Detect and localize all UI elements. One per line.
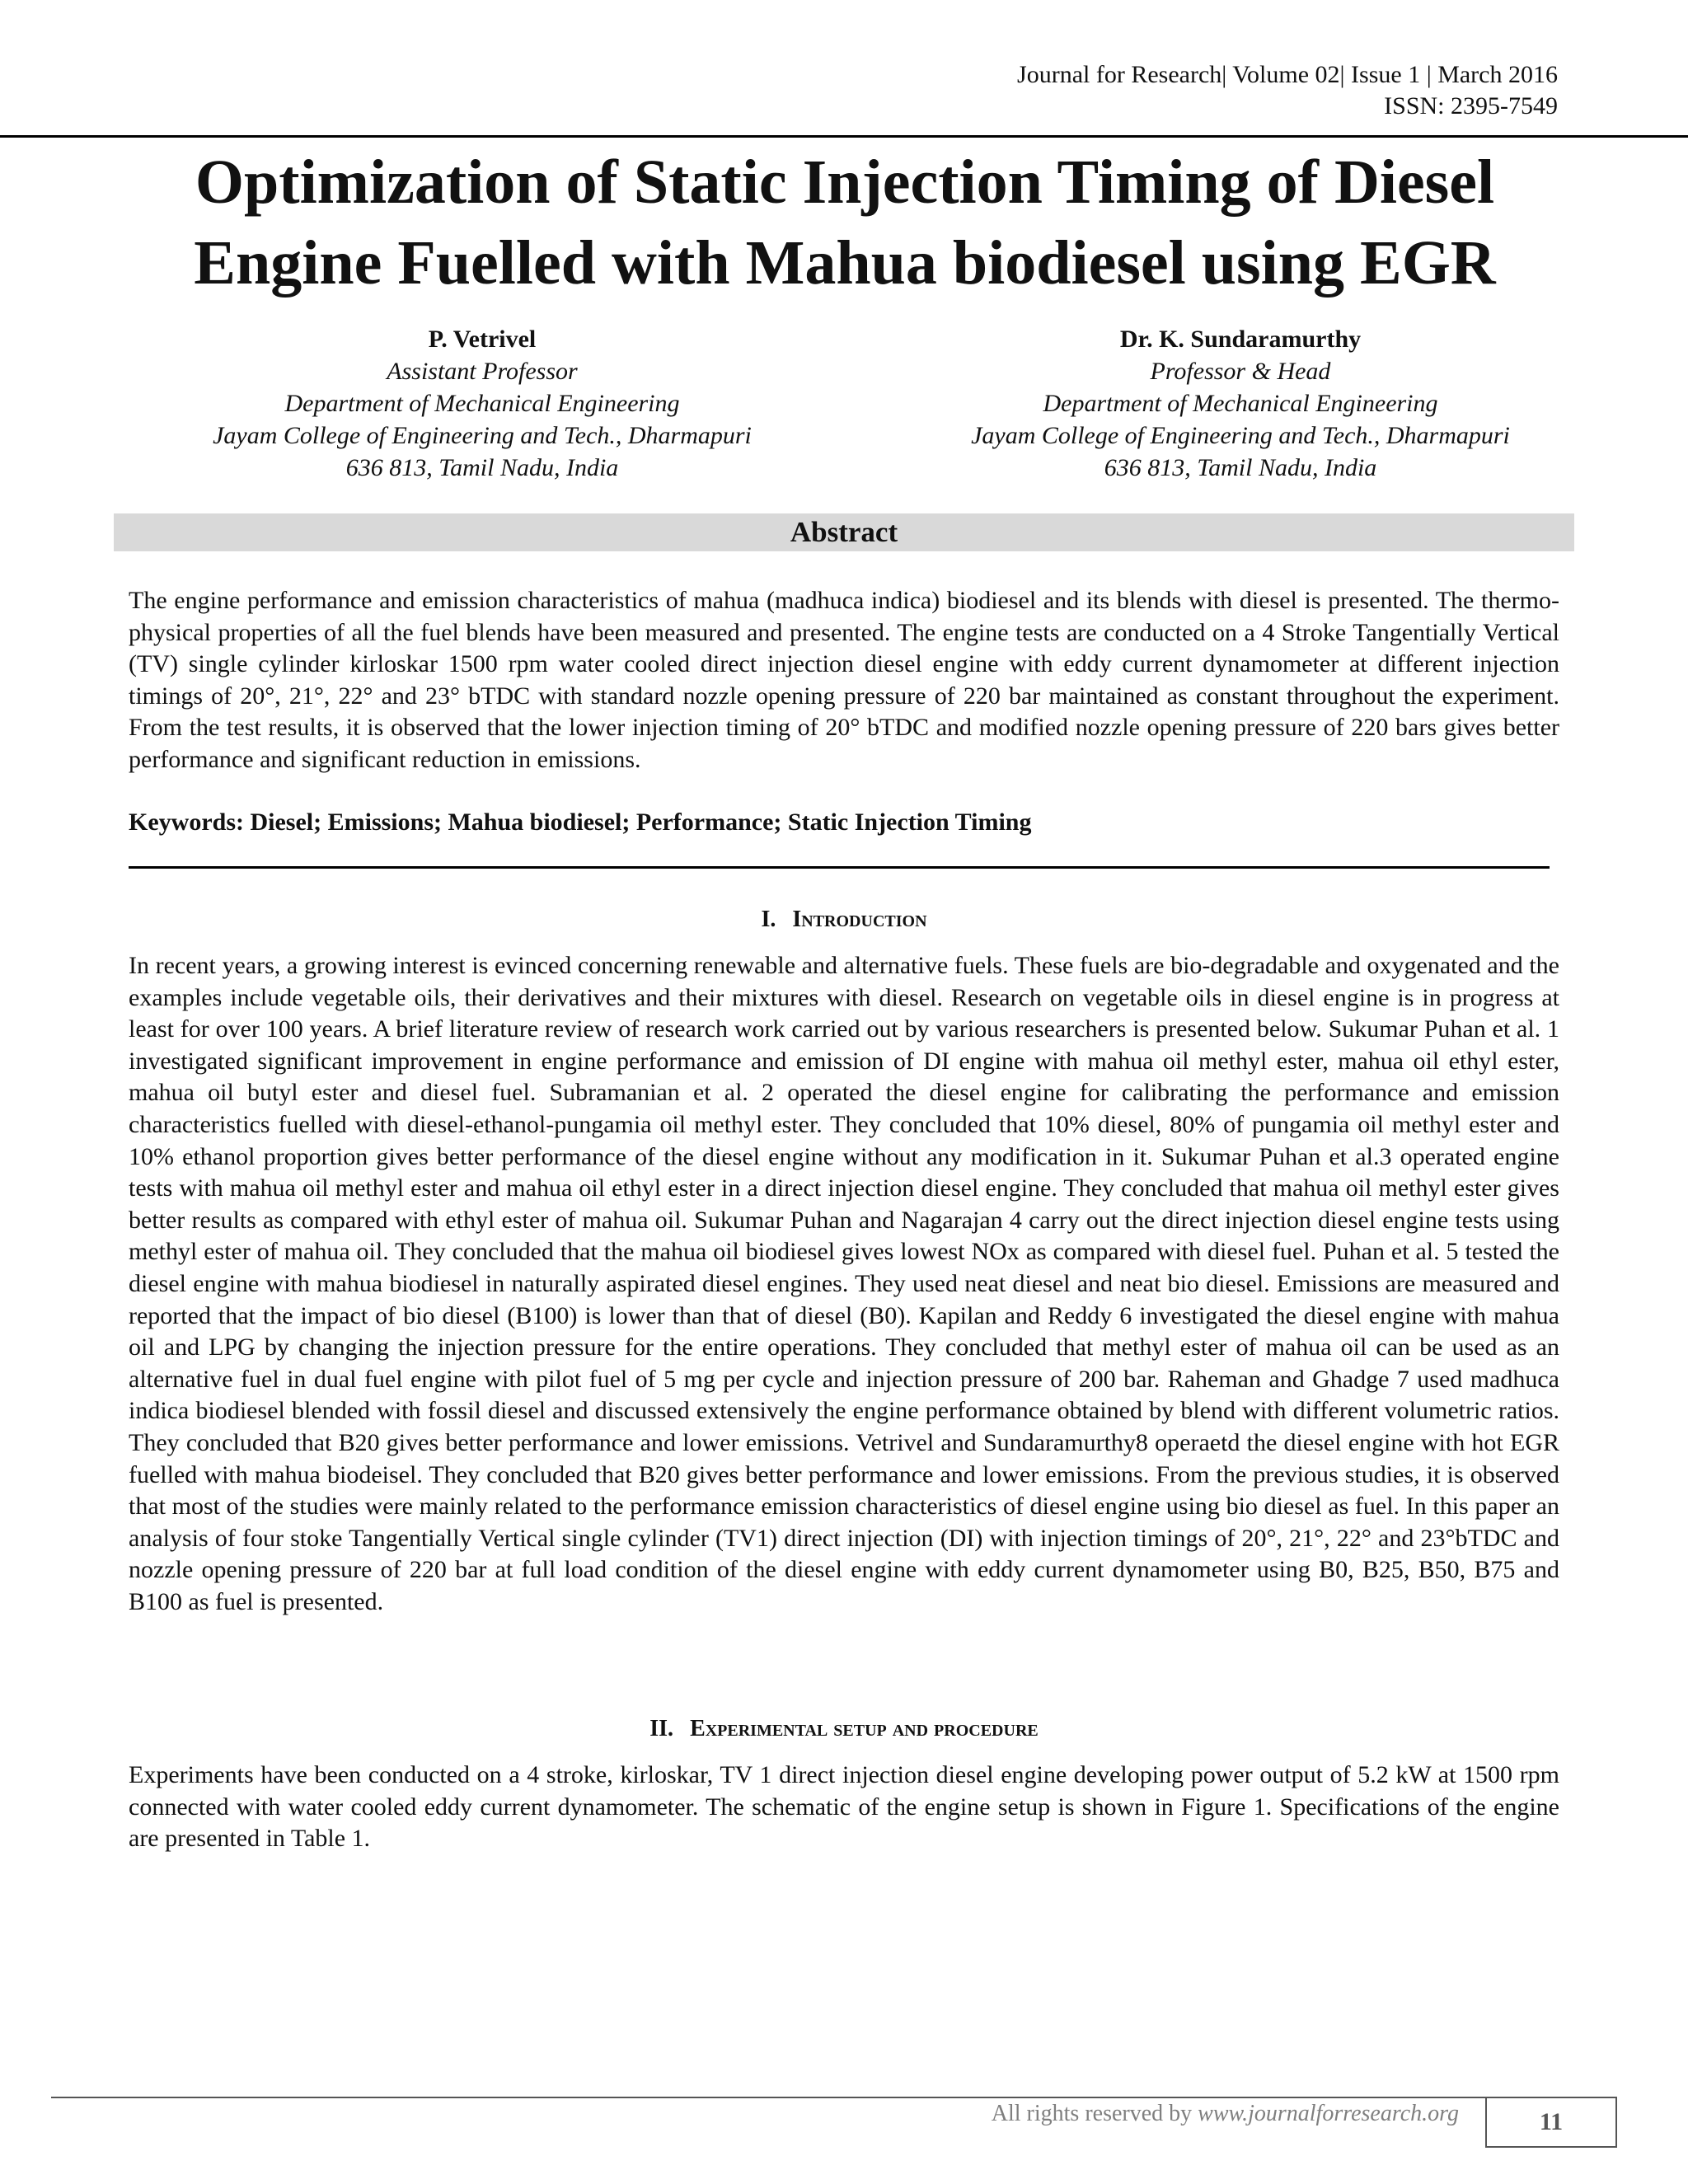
abstract-rule <box>129 866 1550 869</box>
keywords: Keywords: Diesel; Emissions; Mahua biodiesel; Performance; Static Injection Timing <box>129 808 1032 836</box>
section-number: I. <box>761 907 776 932</box>
section-heading-experimental-setup <box>129 1714 1559 1744</box>
author-block <box>128 323 1595 484</box>
abstract-heading: Abstract <box>114 513 1574 551</box>
author-position: Assistant Professor <box>387 358 578 385</box>
author-department: Department of Mechanical Engineering <box>284 390 680 417</box>
author-institution: Jayam College of Engineering and Tech., Dharmapuri <box>971 422 1510 449</box>
abstract-text: The engine performance and emission characteristics of mahua (madhuca indica) biodiesel and its blends with diesel is presented. The thermo-physical properties of all the fuel blends have been measured and presented. The engine tests are conducted on a 4 Stroke Tangentially Vertical (TV) single cylinder kirloskar 1500 rpm water cooled direct injection diesel engine with eddy current dynamometer at different injection timings of 20°, 21°, 22° and 23° bTDC with standard nozzle opening pressure of 220 bar maintained as constant throughout the experiment. From the test results, it is observed that the lower injection timing of 20° bTDC and modified nozzle opening pressure of 220 bars gives better performance and significant reduction in emissions. <box>129 587 1559 773</box>
header-rule <box>0 135 1688 138</box>
section-heading-introduction <box>129 905 1559 935</box>
title-line-2: Engine Fuelled with Mahua biodiesel using EGR <box>194 228 1496 298</box>
journal-info: Journal for Research| Volume 02| Issue 1 | March 2016 <box>1017 61 1558 88</box>
section-title: Introduction <box>792 907 927 932</box>
section-title: Experimental setup and procedure <box>690 1716 1039 1741</box>
author-institution: Jayam College of Engineering and Tech., Dharmapuri <box>213 422 752 449</box>
journal-url[interactable]: www.journalforresearch.org <box>1198 2101 1459 2126</box>
experimental-paragraph: Experiments have been conducted on a 4 stroke, kirloskar, TV 1 direct injection diesel engine developing power output of 5.2 kW at 1500 rpm connected with water cooled eddy current dynamometer. The schematic of the engine setup is shown in Figure 1. Specifications of the engine are presented in Table 1. <box>129 1761 1559 1853</box>
paper-title <box>82 142 1607 303</box>
section-number: II. <box>649 1716 674 1741</box>
title-line-1: Optimization of Static Injection Timing of Diesel <box>195 148 1495 217</box>
running-header <box>734 59 1558 122</box>
author-position: Professor & Head <box>1150 358 1331 385</box>
rights-text: All rights reserved by <box>991 2101 1198 2126</box>
footer-rule <box>51 2097 1485 2098</box>
introduction-paragraph: In recent years, a growing interest is evinced concerning renewable and alternative fuels. These fuels are bio-degradable and oxygenated and the examples include vegetable oils, their derivatives and their mixtures with diesel. Research on vegetable oils in diesel engine is in progress at least for over 100 years. A brief literature review of research work carried out by various researchers is presented below. Sukumar Puhan et al. 1 investigated significant improvement in engine performance and emission of DI engine with mahua oil methyl ester, mahua oil ethyl ester, mahua oil butyl ester and diesel fuel. Subramanian et al. 2 operated the diesel engine for calibrating the performance and emission characteristics fuelled with diesel-ethanol-pungamia oil methyl ester. They concluded that 10% diesel, 80% of pungamia oil methyl ester and 10% ethanol proportion gives better performance of the diesel engine without any modification in it. Sukumar Puhan et al.3 operated engine tests with mahua oil methyl ester and mahua oil ethyl ester in a direct injection diesel engine. They concluded that mahua oil methyl ester gives better results as compared with ethyl ester of mahua oil. Sukumar Puhan and Nagarajan 4 carry out the direct injection diesel engine tests using methyl ester of mahua oil. They concluded that the mahua oil biodiesel gives lowest NOx as compared with diesel fuel. Puhan et al. 5 tested the diesel engine with mahua biodiesel in naturally aspirated diesel engines. They used neat diesel and neat bio diesel. Emissions are measured and reported that the impact of bio diesel (B100) is lower than that of diesel (B0). Kapilan and Reddy 6 investigated the diesel engine with mahua oil and LPG by changing the injection pressure for the entire operations. They concluded that methyl ester of mahua oil can be used as an alternative fuel in dual fuel engine with pilot fuel of 5 mg per cycle and injection pressure of 200 bar. Raheman and Ghadge 7 used madhuca indica biodiesel blended with fossil diesel and discussed extensively the engine performance obtained by blend with different volumetric ratios. They concluded that B20 gives better performance and lower emissions. Vetrivel and Sundaramurthy8 operaetd the diesel engine with hot EGR fuelled with mahua biodeisel. They concluded that B20 gives better performance and lower emissions. From the previous studies, it is observed that most of the studies were mainly related to the performance emission characteristics of diesel engine using bio diesel as fuel. In this paper an analysis of four stoke Tangentially Vertical single cylinder (TV1) direct injection (DI) with injection timings of 20°, 21°, 22° and 23°bTDC and nozzle opening pressure of 220 bar at full load condition of the diesel engine with eddy current dynamometer using B0, B25, B50, B75 and B100 as fuel is presented. <box>129 952 1559 1615</box>
author-2 <box>886 323 1595 484</box>
author-address: 636 813, Tamil Nadu, India <box>345 454 619 481</box>
author-department: Department of Mechanical Engineering <box>1043 390 1438 417</box>
author-name: Dr. K. Sundaramurthy <box>1119 326 1362 353</box>
page-number: 11 <box>1485 2097 1617 2148</box>
author-address: 636 813, Tamil Nadu, India <box>1104 454 1377 481</box>
footer-rights <box>824 2100 1459 2128</box>
author-name: P. Vetrivel <box>428 326 537 353</box>
issn: ISSN: 2395-7549 <box>1384 92 1558 120</box>
author-1 <box>128 323 837 484</box>
